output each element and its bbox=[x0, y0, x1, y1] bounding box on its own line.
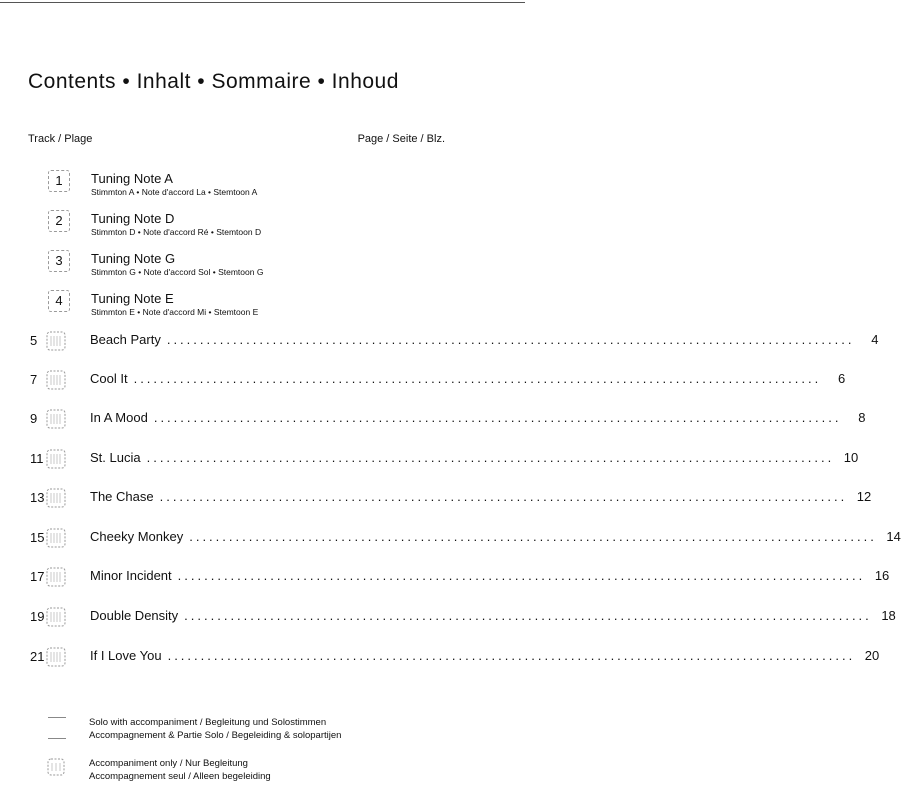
song-title: In A Mood bbox=[90, 410, 148, 425]
song-entry bbox=[90, 568, 890, 583]
legend-line: Accompagnement seul / Alleen begeleiding bbox=[89, 771, 271, 782]
song-title: If I Love You bbox=[90, 648, 162, 663]
top-border-line bbox=[0, 2, 525, 3]
cd-icon bbox=[45, 646, 67, 668]
page-number: 6 bbox=[837, 371, 846, 386]
leader-dots: ........................................................................................................ bbox=[133, 371, 822, 386]
leader-dots: ........................................................................................................ bbox=[189, 529, 877, 544]
song-row[interactable] bbox=[0, 527, 901, 551]
tuning-subtitle: Stimmton D • Note d'accord Ré • Stemtoon D bbox=[91, 227, 262, 237]
cd-icon bbox=[45, 369, 67, 391]
song-title: Beach Party bbox=[90, 332, 161, 347]
track-number: 19 bbox=[30, 609, 45, 624]
tuning-title: Tuning Note A bbox=[91, 171, 173, 186]
song-title: Double Density bbox=[90, 608, 179, 623]
song-entry bbox=[90, 410, 866, 425]
accompaniment-cd-icon bbox=[46, 757, 66, 777]
page-number: 10 bbox=[843, 450, 859, 465]
song-row[interactable] bbox=[0, 566, 890, 590]
track-number-box: 4 bbox=[48, 290, 70, 312]
cd-icon bbox=[45, 566, 67, 588]
track-number: 15 bbox=[30, 530, 45, 545]
song-entry bbox=[90, 371, 846, 386]
song-title: Minor Incident bbox=[90, 568, 172, 583]
song-title: Cool It bbox=[90, 371, 128, 386]
page-number: 8 bbox=[858, 410, 866, 425]
song-row[interactable] bbox=[0, 606, 896, 630]
song-row[interactable] bbox=[0, 330, 879, 354]
song-entry bbox=[90, 332, 879, 347]
song-row[interactable] bbox=[0, 369, 846, 393]
page-number: 20 bbox=[864, 648, 880, 663]
song-entry bbox=[90, 450, 859, 465]
tuning-title: Tuning Note D bbox=[91, 211, 175, 226]
cd-icon bbox=[45, 330, 67, 352]
track-number: 9 bbox=[30, 411, 38, 426]
cd-icon bbox=[45, 606, 67, 628]
track-column-header: Track / Plage bbox=[28, 133, 93, 145]
cd-icon bbox=[45, 448, 67, 470]
leader-dots: ........................................................................................................ bbox=[153, 410, 842, 425]
page-number: 18 bbox=[881, 608, 896, 623]
cd-icon bbox=[45, 408, 67, 430]
tuning-subtitle: Stimmton G • Note d'accord Sol • Stemtoon G bbox=[91, 267, 264, 277]
song-row[interactable] bbox=[0, 408, 866, 432]
page-number: 12 bbox=[856, 489, 872, 504]
tuning-subtitle: Stimmton A • Note d'accord La • Stemtoon A bbox=[91, 187, 258, 197]
track-number-box: 1 bbox=[48, 170, 70, 192]
track-number: 17 bbox=[30, 569, 45, 584]
song-title: Cheeky Monkey bbox=[90, 529, 184, 544]
page-column-header: Page / Seite / Blz. bbox=[357, 133, 445, 145]
legend-line: Accompaniment only / Nur Begleitung bbox=[89, 758, 248, 769]
track-number: 21 bbox=[30, 649, 45, 664]
leader-dots: ........................................................................................................ bbox=[177, 568, 866, 583]
page-number: 16 bbox=[874, 568, 890, 583]
track-number: 5 bbox=[30, 333, 38, 348]
legend-line: Solo with accompaniment / Begleitung und Solostimmen bbox=[89, 717, 327, 728]
song-row[interactable] bbox=[0, 448, 859, 472]
song-row[interactable] bbox=[0, 487, 872, 511]
track-number: 7 bbox=[30, 372, 38, 387]
track-number: 11 bbox=[30, 451, 44, 466]
leader-dots: ........................................................................................................ bbox=[159, 489, 848, 504]
tuning-title: Tuning Note G bbox=[91, 251, 176, 266]
leader-dots: ........................................................................................................ bbox=[146, 450, 835, 465]
legend-item-solo bbox=[89, 716, 341, 742]
solo-accompaniment-dash-icon bbox=[48, 717, 66, 718]
legend-line: Accompagnement & Partie Solo / Begeleiding & solopartijen bbox=[89, 730, 342, 741]
tuning-subtitle: Stimmton E • Note d'accord Mi • Stemtoon E bbox=[91, 307, 259, 317]
page-title: Contents • Inhalt • Sommaire • Inhoud bbox=[28, 70, 399, 93]
page-number: 4 bbox=[871, 332, 879, 347]
track-number-box: 2 bbox=[48, 210, 70, 232]
cd-icon bbox=[45, 487, 67, 509]
leader-dots: ........................................................................................................ bbox=[167, 648, 856, 663]
song-row[interactable] bbox=[0, 646, 880, 670]
song-entry bbox=[90, 648, 880, 663]
track-number-box: 3 bbox=[48, 250, 70, 272]
song-entry bbox=[90, 608, 896, 623]
leader-dots: ........................................................................................................ bbox=[166, 332, 855, 347]
cd-icon bbox=[45, 527, 67, 549]
leader-dots: ........................................................................................................ bbox=[184, 608, 872, 623]
tuning-title: Tuning Note E bbox=[91, 291, 174, 306]
song-title: The Chase bbox=[90, 489, 154, 504]
song-title: St. Lucia bbox=[90, 450, 141, 465]
track-number: 13 bbox=[30, 490, 45, 505]
song-entry bbox=[90, 489, 872, 504]
song-entry bbox=[90, 529, 901, 544]
legend-item-accompaniment bbox=[89, 757, 271, 783]
solo-accompaniment-dash-icon bbox=[48, 738, 66, 739]
page-number: 14 bbox=[886, 529, 901, 544]
